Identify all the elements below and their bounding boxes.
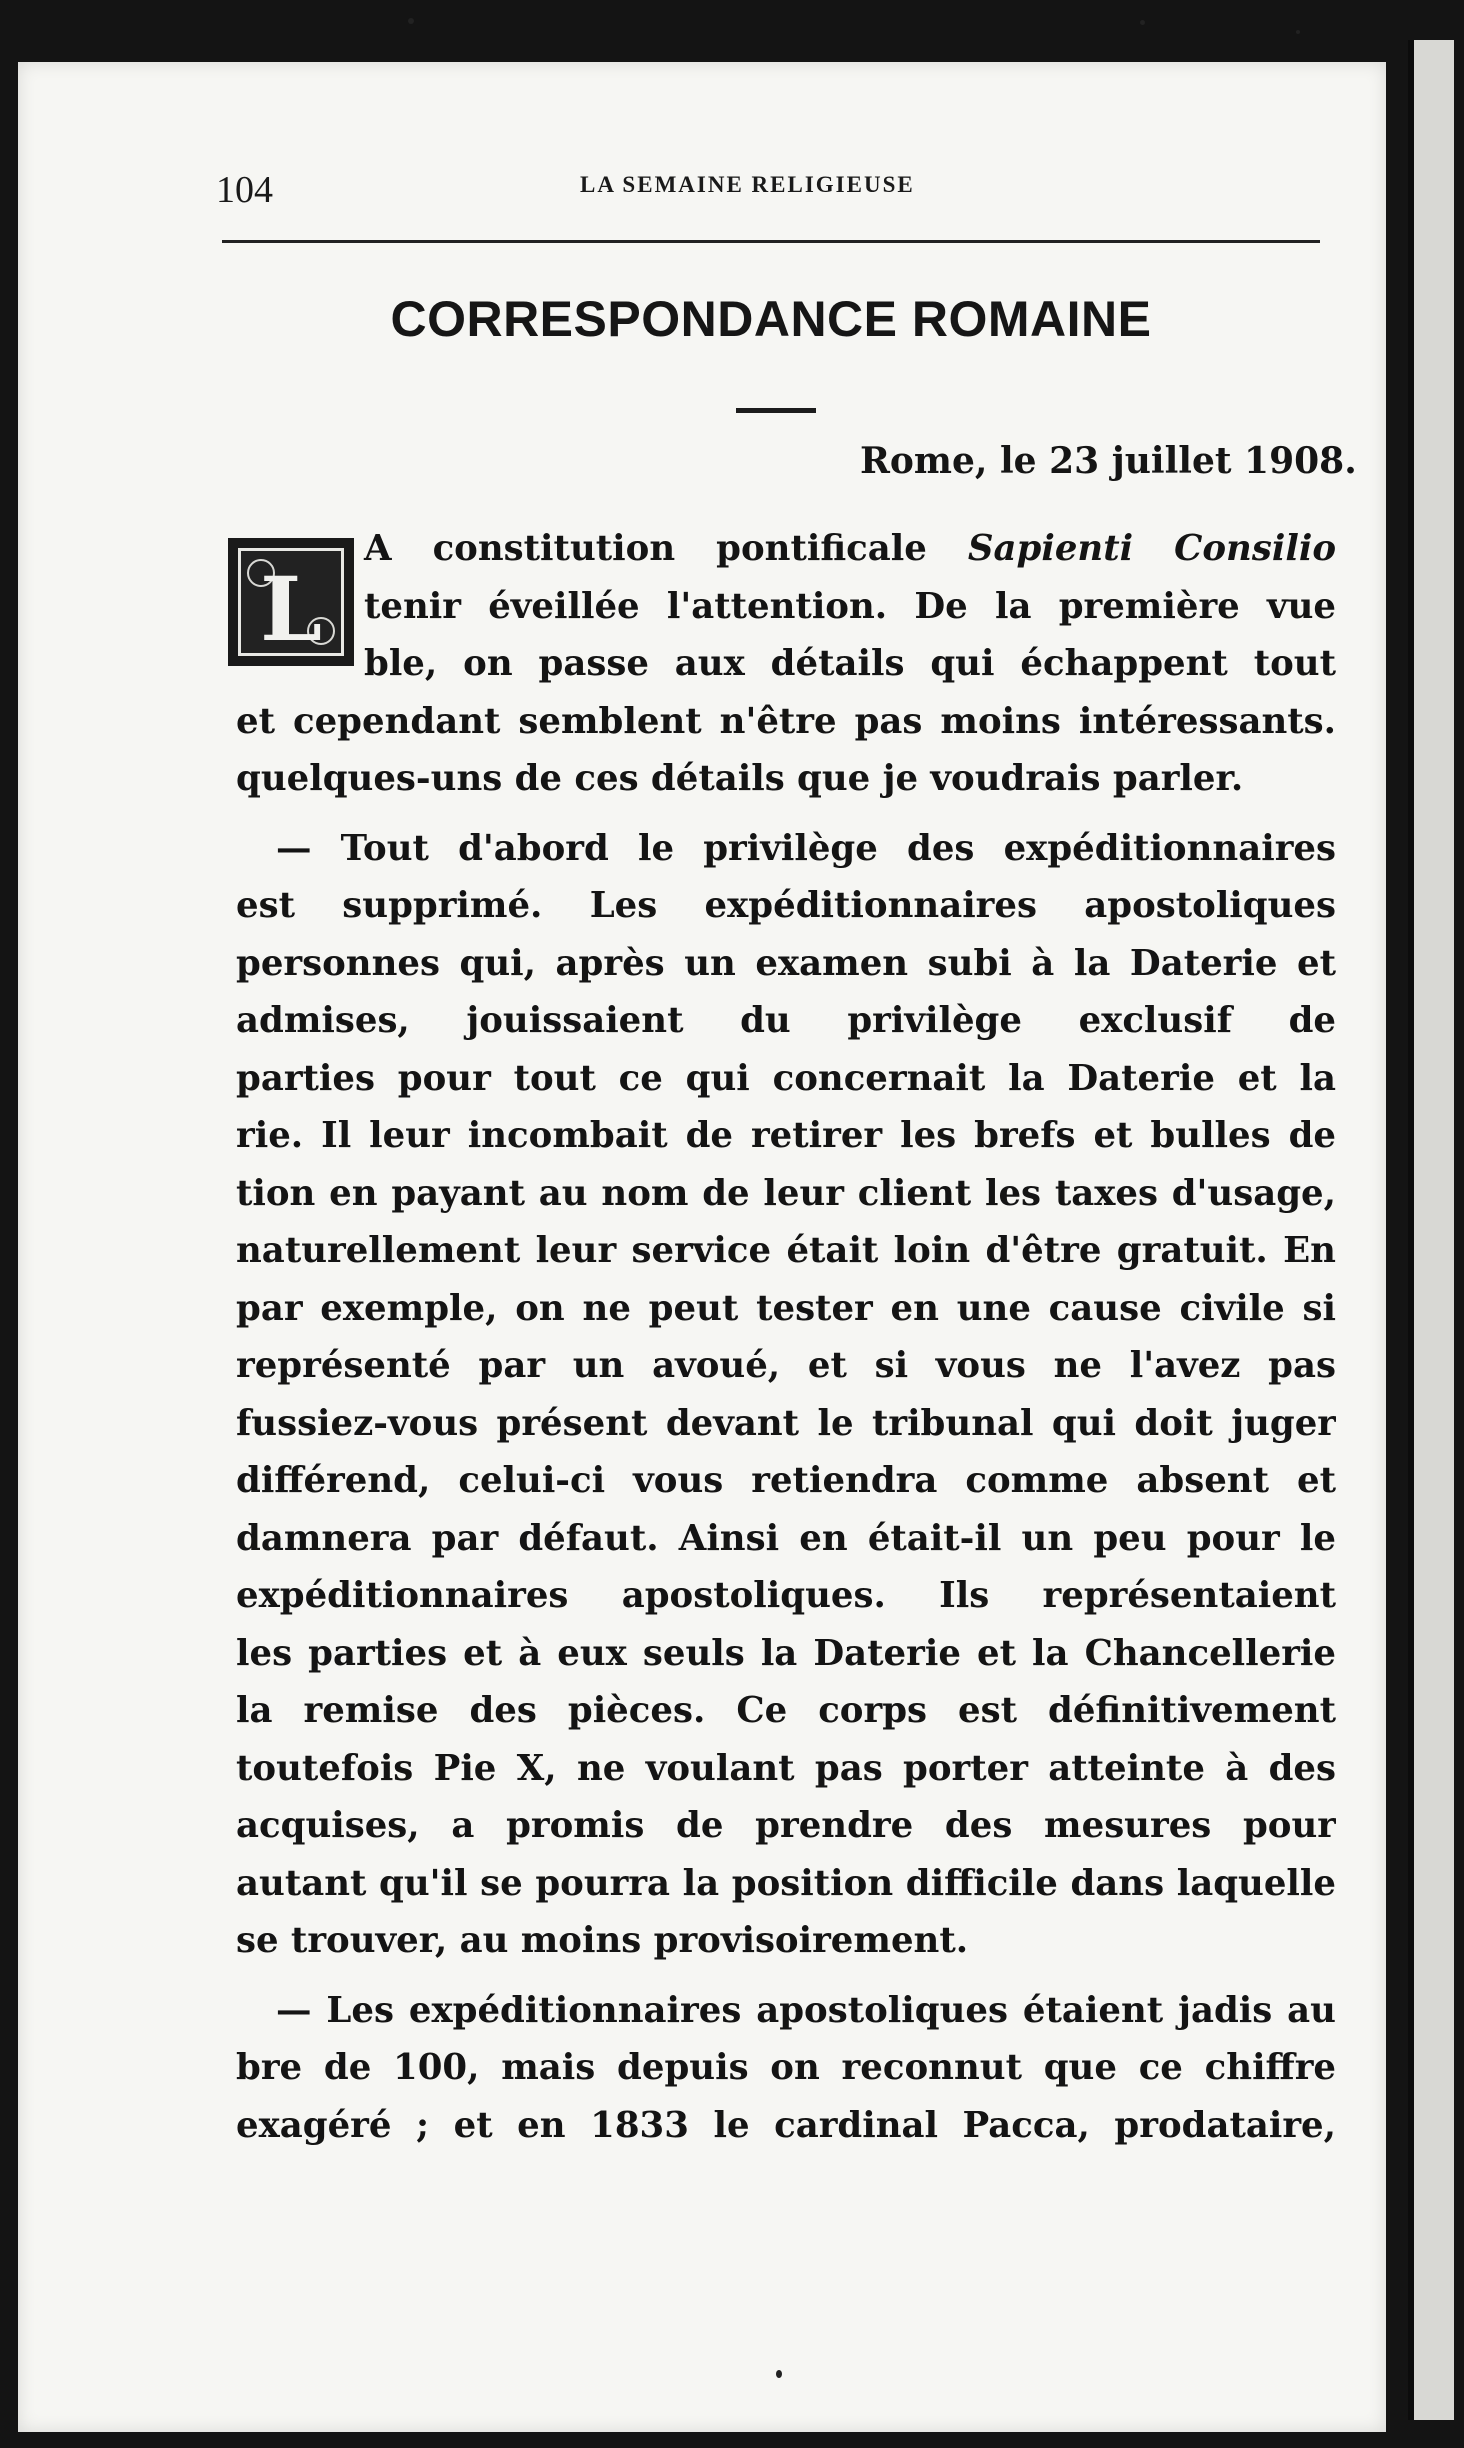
text-line: différend, celui-ci vous retiendra comme absent et [236, 1460, 1336, 1501]
text-line: — Tout d'abord le privilège des expéditionnaires [276, 827, 1336, 869]
scan-speck [1296, 30, 1300, 34]
text-line: les parties et à eux seuls la Daterie et la Chancellerie [236, 1632, 1336, 1674]
page-header [200, 160, 1320, 210]
header-rule [222, 240, 1320, 243]
dropcap-letter: L [260, 557, 322, 661]
text-line: représenté par un avoué, et si vous ne l'avez pas [236, 1345, 1336, 1386]
text-line: par exemple, on ne peut tester en une cause civile si [236, 1287, 1336, 1329]
text-line: quelques-uns de ces détails que je voudrais parler. [236, 758, 1244, 799]
dateline: Rome, le 23 juillet 1908. [860, 440, 1357, 482]
paragraph-2 [236, 820, 1336, 1970]
text-line: — Les expéditionnaires apostoliques étaient jadis au [276, 1989, 1336, 2031]
text-line: est supprimé. Les expéditionnaires apostoliques [236, 885, 1336, 926]
text-line: naturellement leur service était loin d'être gratuit. En [236, 1230, 1336, 1271]
paragraph-3 [236, 1982, 1336, 2155]
page-number: 104 [216, 169, 273, 211]
scan-speck [1140, 20, 1145, 25]
text-line: toutefois Pie X, ne voulant pas porter atteinte à des [236, 1747, 1336, 1789]
text-line: A constitution pontificale Sapienti Consilio [364, 528, 1336, 569]
article-body [236, 520, 1336, 2154]
text-line: se trouver, au moins provisoirement. [236, 1920, 969, 1961]
italic-title: Sapienti Consilio [967, 528, 1336, 569]
text-line: la remise des pièces. Ce corps est définitivement [236, 1690, 1336, 1731]
article-title: CORRESPONDANCE ROMAINE [390, 291, 1152, 347]
text-line: personnes qui, après un examen subi à la Daterie et [236, 942, 1336, 984]
text-line: tion en payant au nom de leur client les taxes d'usage, [236, 1172, 1336, 1214]
paragraph-1 [236, 520, 1336, 808]
text-line: damnera par défaut. Ainsi en était-il un peu pour le [236, 1517, 1336, 1559]
text-line: parties pour tout ce qui concernait la Daterie et la [236, 1057, 1336, 1099]
text-line: autant qu'il se pourra la position difficile dans laquelle [236, 1862, 1336, 1904]
scan-speck [776, 2370, 782, 2378]
text-line: exagéré ; et en 1833 le cardinal Pacca, prodataire, [236, 2104, 1336, 2146]
text-line: acquises, a promis de prendre des mesures pour [236, 1805, 1336, 1846]
title-rule [736, 408, 816, 413]
text-line: rie. Il leur incombait de retirer les brefs et bulles de [236, 1115, 1336, 1156]
adjacent-page-edge [1408, 40, 1454, 2420]
text-line: tenir éveillée l'attention. De la première vue [364, 585, 1336, 627]
text-line: et cependant semblent n'être pas moins intéressants. [236, 700, 1336, 742]
text-line: admises, jouissaient du privilège exclusif de [236, 1000, 1336, 1041]
scan-speck [408, 18, 414, 24]
text-line: ble, on passe aux détails qui échappent tout [364, 643, 1336, 684]
text-line: expéditionnaires apostoliques. Ils représentaient [236, 1575, 1336, 1616]
running-head: LA SEMAINE RELIGIEUSE [580, 172, 915, 197]
text-line: bre de 100, mais depuis on reconnut que ce chiffre [236, 2047, 1336, 2088]
text-line: fussiez-vous présent devant le tribunal qui doit juger [236, 1402, 1336, 1444]
